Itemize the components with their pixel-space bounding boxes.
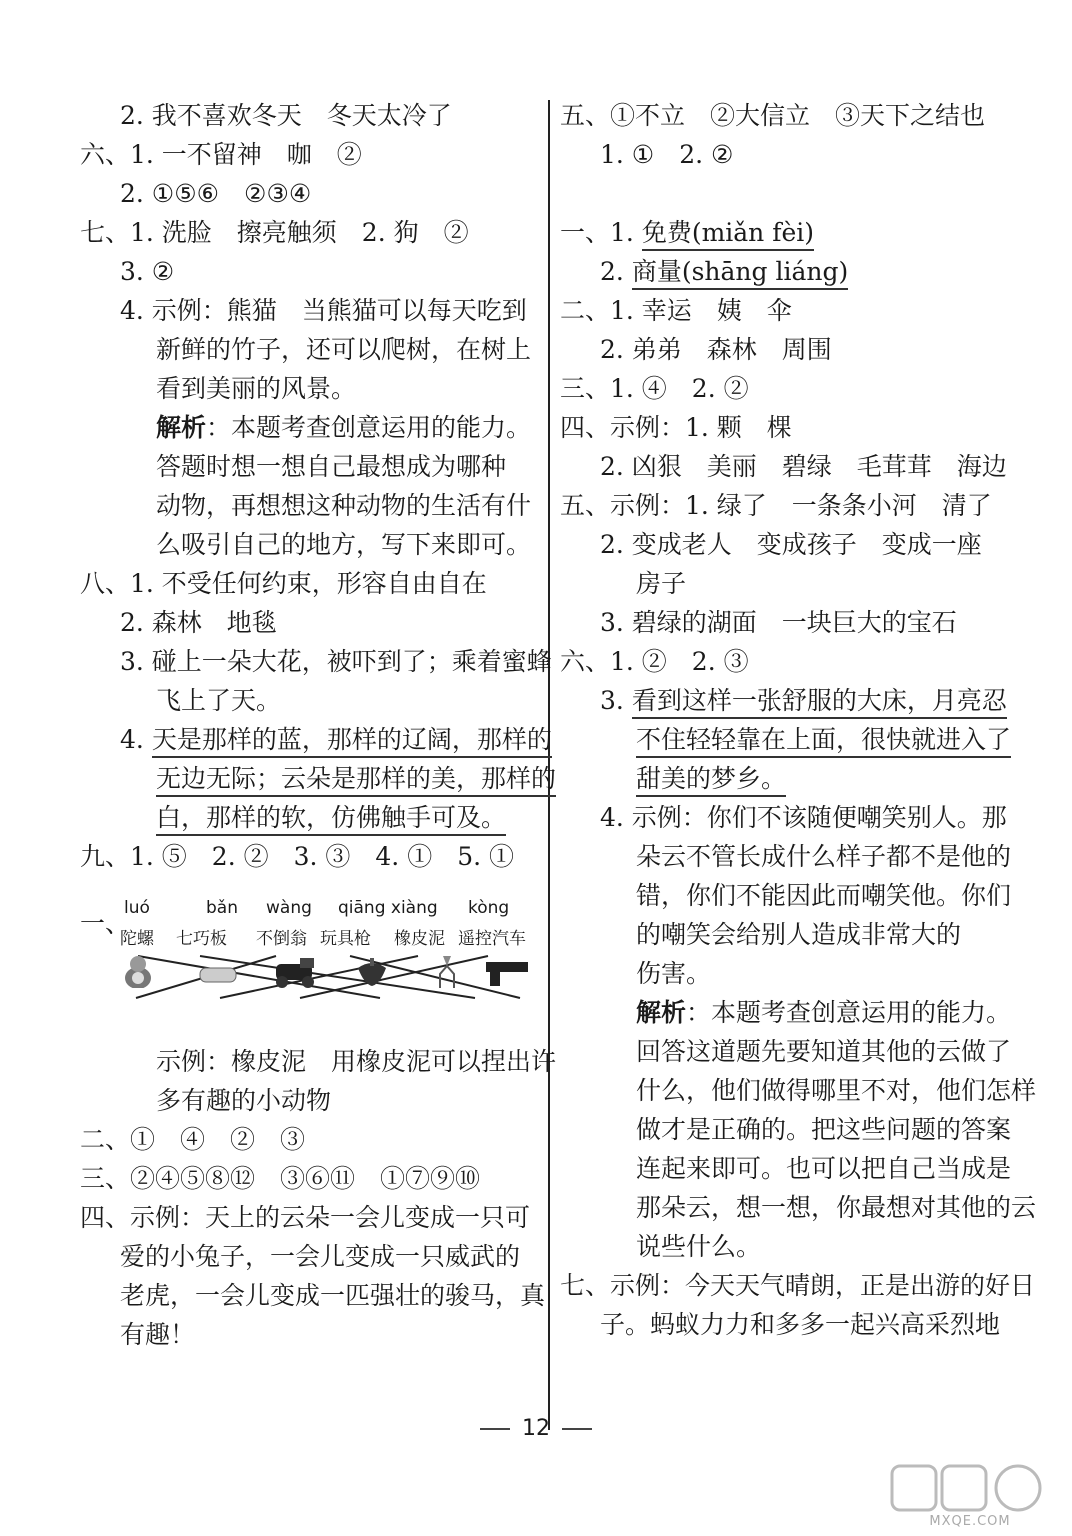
answer-text: 二、1. 幸运 姨 伞 — [560, 296, 792, 325]
right-answer-lines — [560, 96, 1037, 1344]
answer-text: 3. 碧绿的湖面 一块巨大的宝石 — [600, 608, 957, 637]
answer-line — [560, 330, 1010, 369]
answer-text: 九、1. ⑤ 2. ② 3. ③ 4. ① 5. ① — [80, 842, 514, 871]
word-budaoweng: 不倒翁 — [256, 929, 307, 949]
answer-line — [560, 798, 1010, 837]
answer-line — [80, 330, 542, 369]
answer-text: 三、②④⑤⑧⑫ ③⑥⑪ ①⑦⑨⑩ — [80, 1164, 481, 1193]
answer-line — [80, 798, 542, 837]
answer-text: 无边无际；云朵是那样的美，那样的 — [156, 762, 556, 797]
tangram-icon — [432, 954, 462, 988]
pinyin-row — [80, 894, 542, 938]
answer-line — [560, 291, 1010, 330]
answer-text: 4. 示例：你们不该随便嘲笑别人。那 — [600, 803, 1007, 832]
answer-text: 六、1. 一不留神 咖 ② — [80, 140, 362, 169]
watermark-logo-icon — [890, 1462, 1050, 1514]
answer-text: 子。蚂蚁力力和多多一起兴高采烈地 — [600, 1310, 1001, 1339]
answer-text: 2. 变成老人 变成孩子 变成一座 — [600, 530, 982, 559]
answer-line — [560, 525, 1010, 564]
answer-text: 伤害。 — [636, 959, 712, 988]
answer-text: 说些什么。 — [636, 1232, 762, 1261]
answer-text: 爱的小兔子，一会儿变成一只威武的 — [120, 1242, 521, 1271]
answer-line — [560, 837, 1010, 876]
page-number — [0, 1416, 1072, 1441]
analysis-label: 解析 — [636, 998, 687, 1027]
right-column — [560, 96, 1037, 1344]
answer-text: 3. 看到这样一张舒服的大床，月亮忍 — [600, 686, 1007, 715]
answer-line — [80, 759, 557, 798]
answer-line — [80, 135, 542, 174]
answer-text: 回答这道题先要知道其他的云做了 — [636, 1037, 1012, 1066]
answer-line — [80, 681, 542, 720]
answer-line — [80, 291, 542, 330]
toy-word-row — [80, 924, 542, 954]
answer-text: 一、1. 免费(miǎn fèi) — [560, 218, 814, 247]
answer-line — [560, 447, 1010, 486]
matching-exercise — [80, 894, 542, 1042]
answer-line — [80, 564, 542, 603]
answer-text: 连起来即可。也可以把自己当成是 — [636, 1154, 1012, 1183]
pinyin-wang: wàng — [266, 898, 312, 918]
page-number-value: 12 — [522, 1416, 550, 1441]
eraser-icon — [196, 954, 240, 988]
answer-text: 甜美的梦乡。 — [636, 762, 786, 797]
answer-text: 七、1. 洗脸 擦亮触须 2. 狗 ② — [80, 218, 469, 247]
answer-line — [560, 954, 1010, 993]
answer-line — [560, 993, 1010, 1032]
answer-line — [80, 213, 542, 252]
answer-text: 那朵云，想一想，你最想对其他的云 — [636, 1193, 1037, 1222]
analysis-label: 解析 — [156, 413, 207, 442]
answer-text: 4. 示例：熊猫 当熊猫可以每天吃到 — [120, 296, 527, 325]
pinyin-qiang-xiang: qiāng xiàng — [338, 898, 438, 918]
answer-line — [560, 564, 1010, 603]
answer-text: 不住轻轻靠在上面，很快就进入了 — [636, 723, 1011, 758]
answer-line — [560, 1032, 1010, 1071]
answer-text: 四、示例：天上的云朵一会儿变成一只可 — [80, 1203, 531, 1232]
answer-text: 有趣！ — [120, 1320, 196, 1349]
answer-line — [80, 1198, 542, 1237]
answer-line — [560, 720, 1010, 759]
answer-line — [80, 486, 542, 525]
answer-line — [80, 1120, 542, 1159]
answer-line — [80, 642, 552, 681]
pinyin-kong: kòng — [468, 898, 510, 918]
answer-line — [560, 681, 1010, 720]
answer-text: 示例：橡皮泥 用橡皮泥可以捏出许 — [156, 1047, 557, 1076]
answer-text: 五、①不立 ②大信立 ③天下之结也 — [560, 101, 986, 130]
toy-car-icon — [270, 954, 322, 988]
answer-line — [80, 252, 542, 291]
watermark-logo — [890, 1462, 1050, 1528]
answer-line — [560, 174, 1010, 213]
answer-line — [80, 174, 542, 213]
answer-text: 白，那样的软，仿佛触手可及。 — [156, 801, 506, 836]
answer-text: 看到美丽的风景。 — [156, 374, 357, 403]
answer-line — [560, 603, 1010, 642]
answer-line — [560, 1071, 1037, 1110]
answer-text: 多有趣的小动物 — [156, 1086, 332, 1115]
answer-text: 2. 凶狠 美丽 碧绿 毛茸茸 海边 — [600, 452, 1007, 481]
tumbler-icon — [120, 954, 156, 988]
answer-line — [560, 96, 1010, 135]
answer-text: 错，你们不能因此而嘲笑他。你们 — [636, 881, 1012, 910]
answer-text: 3. 碰上一朵大花，被吓到了；乘着蜜蜂 — [120, 647, 552, 676]
pinyin-luo: luó — [124, 898, 150, 918]
matching-lines-area — [80, 954, 542, 1042]
answer-text: 房子 — [636, 569, 687, 598]
answer-text: 新鲜的竹子，还可以爬树，在树上 — [156, 335, 532, 364]
answer-line — [560, 876, 1010, 915]
answer-line — [80, 837, 542, 876]
answer-line — [80, 447, 542, 486]
answer-line — [560, 1227, 1010, 1266]
page-number-dash-left — [480, 1428, 510, 1430]
answer-line — [80, 369, 542, 408]
answer-text: ：本题考查创意运用的能力。 — [206, 413, 532, 442]
answer-text: 做才是正确的。把这些问题的答案 — [636, 1115, 1012, 1144]
answer-line — [80, 1081, 542, 1120]
answer-text: 的嘲笑会给别人造成非常大的 — [636, 920, 962, 949]
answer-line — [560, 915, 1010, 954]
answer-text: 2. 商量(shāng liáng) — [600, 257, 848, 286]
answer-text: 三、1. ④ 2. ② — [560, 374, 749, 403]
answer-text: 四、示例：1. 颗 棵 — [560, 413, 792, 442]
answer-line — [80, 96, 542, 135]
matching-prefix: 一、 — [80, 909, 131, 938]
answer-line — [560, 252, 1010, 291]
answer-text: 六、1. ② 2. ③ — [560, 647, 749, 676]
left-answer-lines-continued — [80, 1042, 557, 1354]
left-column — [80, 96, 557, 1354]
answer-line — [80, 408, 542, 447]
answer-text: 答题时想一想自己最想成为哪种 — [156, 452, 507, 481]
answer-text: 2. 弟弟 森林 周围 — [600, 335, 832, 364]
answer-text: 飞上了天。 — [156, 686, 282, 715]
watermark-url: MXQE.COM — [929, 1514, 1011, 1529]
answer-line — [560, 486, 1010, 525]
page-number-dash-right — [562, 1428, 592, 1430]
answer-text: 2. 我不喜欢冬天 冬天太冷了 — [120, 101, 452, 130]
answer-line — [80, 1276, 546, 1315]
answer-text: 2. ①⑤⑥ ②③④ — [120, 179, 312, 208]
answer-line — [560, 369, 1010, 408]
word-tuoluo: 陀螺 — [120, 929, 154, 949]
answer-text: 么吸引自己的地方，写下来即可。 — [156, 530, 532, 559]
answer-text: ：本题考查创意运用的能力。 — [686, 998, 1012, 1027]
answer-line — [80, 720, 552, 759]
answer-line — [80, 603, 542, 642]
answer-text: 二、① ④ ② ③ — [80, 1125, 306, 1154]
word-wanjuqiang: 玩具枪 — [320, 929, 371, 949]
answer-text: 2. 森林 地毯 — [120, 608, 277, 637]
answer-text: 七、示例：今天天气晴朗，正是出游的好日 — [560, 1271, 1036, 1300]
answer-text: 1. ① 2. ② — [600, 140, 734, 169]
answer-line — [560, 408, 1010, 447]
word-qiqiaoban: 七巧板 — [176, 929, 227, 949]
answer-line — [80, 1042, 557, 1081]
spinning-top-icon — [354, 954, 390, 988]
answer-text: 4. 天是那样的蓝，那样的辽阔，那样的 — [120, 725, 552, 754]
toy-gun-icon — [482, 954, 532, 988]
answer-line — [560, 1188, 1037, 1227]
answer-text: 朵云不管长成什么样子都不是他的 — [636, 842, 1012, 871]
answer-line — [80, 525, 542, 564]
answer-line — [80, 1159, 542, 1198]
answer-text: 动物，再想想这种动物的生活有什 — [156, 491, 532, 520]
answer-line — [560, 1149, 1010, 1188]
answer-line — [560, 213, 1010, 252]
answer-text: 什么，他们做得哪里不对，他们怎样 — [636, 1076, 1037, 1105]
answer-line — [560, 642, 1010, 681]
pinyin-ban: bǎn — [206, 898, 238, 918]
answer-line — [80, 1315, 542, 1354]
answer-line — [560, 1110, 1010, 1149]
answer-line — [560, 1305, 1010, 1344]
answer-text: 八、1. 不受任何约束，形容自由自在 — [80, 569, 487, 598]
answer-text: 五、示例：1. 绿了 一条条小河 清了 — [560, 491, 992, 520]
word-xiangpini: 橡皮泥 — [394, 929, 445, 949]
answer-line — [560, 1266, 1036, 1305]
answer-text: 3. ② — [120, 257, 175, 286]
answer-line — [560, 759, 1010, 798]
word-yaokongqiche: 遥控汽车 — [458, 929, 526, 949]
answer-line — [560, 135, 1010, 174]
answer-text: 老虎，一会儿变成一匹强壮的骏马，真 — [120, 1281, 546, 1310]
left-answer-lines — [80, 96, 557, 876]
answer-line — [80, 1237, 542, 1276]
